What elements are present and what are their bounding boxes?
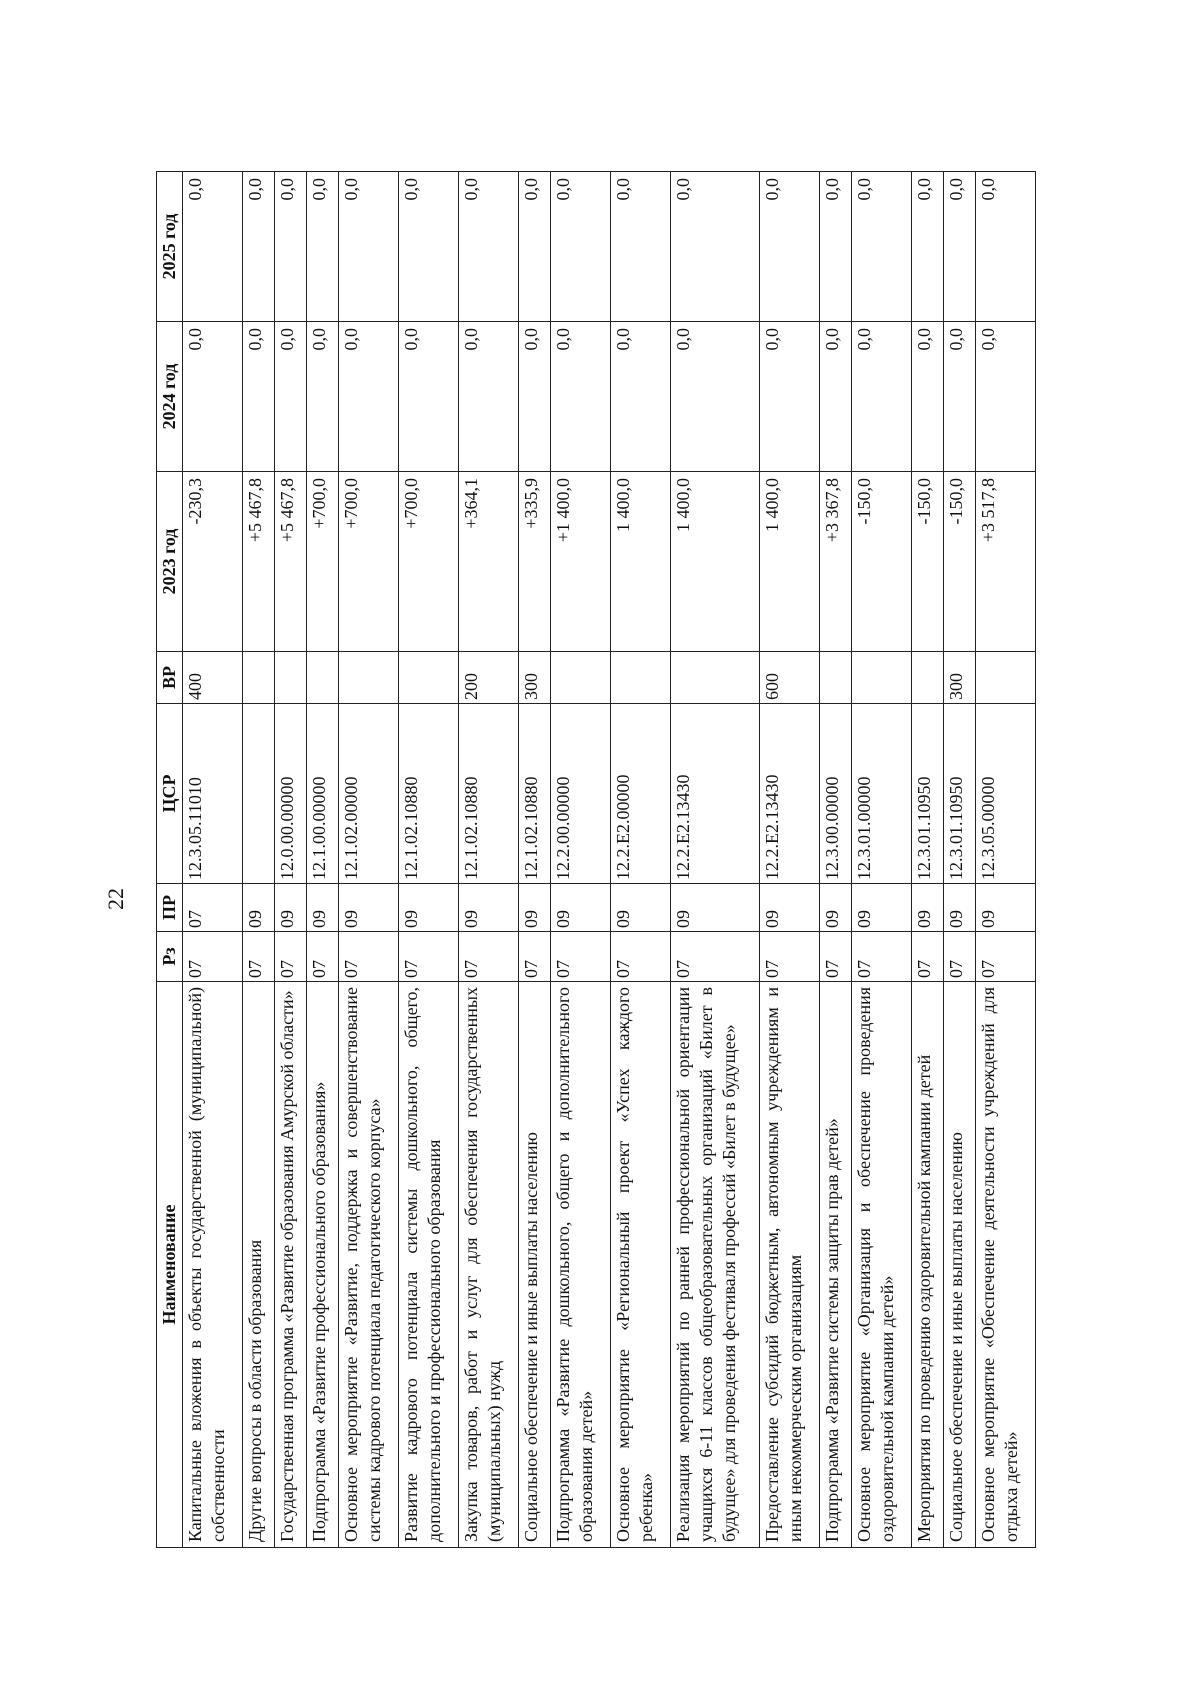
cell-name: Реализация мероприятий по ранней профессиональной ориентации учащихся 6-11 классов общеобразовательных организаций «Билет в будущее» для проведения фестиваля профессий «Билет в будущее» <box>671 982 759 1548</box>
cell-name: Основное мероприятие «Организация и обеспечение проведения оздоровительной кампании детей» <box>851 982 911 1548</box>
cell-y2025: 0,0 <box>306 172 338 322</box>
table-row <box>759 172 819 1548</box>
table-row <box>551 172 611 1548</box>
cell-y2025: 0,0 <box>459 172 519 322</box>
cell-y2025: 0,0 <box>759 172 819 322</box>
cell-csr: 12.2.E2.00000 <box>611 704 671 884</box>
cell-pr: 09 <box>671 884 759 932</box>
cell-name: Капитальные вложения в объекты государственной (муниципальной) собственности <box>183 982 243 1548</box>
cell-name: Подпрограмма «Развитие дошкольного, общего и дополнительного образования детей» <box>551 982 611 1548</box>
cell-vr <box>551 652 611 704</box>
cell-pr: 09 <box>551 884 611 932</box>
cell-y2023: +700,0 <box>306 472 338 652</box>
cell-name: Основное мероприятие «Обеспечение деятельности учреждений для отдыха детей» <box>975 982 1035 1548</box>
cell-pr: 09 <box>819 884 851 932</box>
table-body <box>183 172 1036 1548</box>
cell-y2025: 0,0 <box>975 172 1035 322</box>
cell-pr: 09 <box>459 884 519 932</box>
header-csr: ЦСР <box>157 704 183 884</box>
cell-y2023: +5 467,8 <box>275 472 307 652</box>
cell-csr: 12.2.00.00000 <box>551 704 611 884</box>
budget-table-container <box>156 172 1036 1548</box>
cell-vr <box>306 652 338 704</box>
cell-name: Закупка товаров, работ и услуг для обеспечения государственных (муниципальных) нужд <box>459 982 519 1548</box>
cell-y2023: +700,0 <box>398 472 458 652</box>
table-row <box>459 172 519 1548</box>
cell-rz: 07 <box>519 932 551 982</box>
cell-y2023: +700,0 <box>338 472 398 652</box>
cell-vr <box>911 652 943 704</box>
cell-y2024: 0,0 <box>338 322 398 472</box>
cell-y2024: 0,0 <box>759 322 819 472</box>
cell-y2024: 0,0 <box>306 322 338 472</box>
cell-csr: 12.2.E2.13430 <box>759 704 819 884</box>
cell-vr <box>338 652 398 704</box>
cell-y2025: 0,0 <box>551 172 611 322</box>
cell-y2024: 0,0 <box>398 322 458 472</box>
cell-pr: 09 <box>243 884 275 932</box>
cell-pr: 09 <box>943 884 975 932</box>
cell-csr: 12.3.05.11010 <box>183 704 243 884</box>
cell-name: Мероприятия по проведению оздоровительной кампании детей <box>911 982 943 1548</box>
cell-y2023: -150,0 <box>943 472 975 652</box>
cell-rz: 07 <box>851 932 911 982</box>
table-row <box>943 172 975 1548</box>
cell-name: Социальное обеспечение и иные выплаты населению <box>519 982 551 1548</box>
cell-pr: 09 <box>759 884 819 932</box>
cell-y2025: 0,0 <box>398 172 458 322</box>
cell-csr: 12.1.02.10880 <box>519 704 551 884</box>
cell-y2024: 0,0 <box>243 322 275 472</box>
cell-csr: 12.3.05.00000 <box>975 704 1035 884</box>
header-name: Наименование <box>157 982 183 1548</box>
cell-pr: 09 <box>611 884 671 932</box>
cell-y2024: 0,0 <box>611 322 671 472</box>
cell-y2025: 0,0 <box>243 172 275 322</box>
cell-y2024: 0,0 <box>819 322 851 472</box>
cell-csr: 12.3.01.10950 <box>943 704 975 884</box>
cell-vr <box>975 652 1035 704</box>
cell-y2023: +5 467,8 <box>243 472 275 652</box>
cell-y2024: 0,0 <box>183 322 243 472</box>
cell-rz: 07 <box>459 932 519 982</box>
cell-vr <box>851 652 911 704</box>
cell-y2025: 0,0 <box>519 172 551 322</box>
cell-csr: 12.0.00.00000 <box>275 704 307 884</box>
cell-csr: 12.3.01.00000 <box>851 704 911 884</box>
cell-y2024: 0,0 <box>671 322 759 472</box>
cell-name: Государственная программа «Развитие образования Амурской области» <box>275 982 307 1548</box>
cell-y2024: 0,0 <box>551 322 611 472</box>
cell-vr <box>819 652 851 704</box>
header-rz: Рз <box>157 932 183 982</box>
cell-y2023: -150,0 <box>851 472 911 652</box>
cell-rz: 07 <box>275 932 307 982</box>
table-row <box>671 172 759 1548</box>
cell-name: Развитие кадрового потенциала системы дошкольного, общего, дополнительного и профессионального образования <box>398 982 458 1548</box>
cell-name: Основное мероприятие «Развитие, поддержка и совершенствование системы кадрового потенциала педагогического корпуса» <box>338 982 398 1548</box>
cell-y2023: +335,9 <box>519 472 551 652</box>
cell-name: Предоставление субсидий бюджетным, автономным учреждениям и иным некоммерческим организациям <box>759 982 819 1548</box>
cell-csr: 12.1.02.00000 <box>338 704 398 884</box>
cell-rz: 07 <box>551 932 611 982</box>
page-number: 22 <box>103 888 128 910</box>
table-row <box>243 172 275 1548</box>
table-row <box>338 172 398 1548</box>
header-2024: 2024 год <box>157 322 183 472</box>
cell-y2023: +3 367,8 <box>819 472 851 652</box>
cell-y2025: 0,0 <box>183 172 243 322</box>
cell-vr <box>671 652 759 704</box>
cell-y2025: 0,0 <box>911 172 943 322</box>
cell-pr: 07 <box>183 884 243 932</box>
cell-y2023: -230,3 <box>183 472 243 652</box>
header-row <box>157 172 183 1548</box>
cell-csr: 12.3.01.10950 <box>911 704 943 884</box>
cell-csr: 12.3.00.00000 <box>819 704 851 884</box>
budget-table <box>156 171 1036 1548</box>
cell-y2024: 0,0 <box>459 322 519 472</box>
cell-pr: 09 <box>398 884 458 932</box>
cell-y2025: 0,0 <box>943 172 975 322</box>
cell-csr: 12.1.02.10880 <box>398 704 458 884</box>
cell-y2025: 0,0 <box>819 172 851 322</box>
table-row <box>275 172 307 1548</box>
cell-pr: 09 <box>306 884 338 932</box>
cell-y2025: 0,0 <box>338 172 398 322</box>
cell-y2024: 0,0 <box>275 322 307 472</box>
cell-y2024: 0,0 <box>851 322 911 472</box>
table-row <box>819 172 851 1548</box>
cell-y2024: 0,0 <box>943 322 975 472</box>
cell-y2025: 0,0 <box>275 172 307 322</box>
cell-vr: 300 <box>943 652 975 704</box>
table-row <box>611 172 671 1548</box>
cell-rz: 07 <box>671 932 759 982</box>
cell-vr: 400 <box>183 652 243 704</box>
header-2025: 2025 год <box>157 172 183 322</box>
cell-pr: 09 <box>975 884 1035 932</box>
cell-csr <box>243 704 275 884</box>
cell-vr: 600 <box>759 652 819 704</box>
cell-rz: 07 <box>398 932 458 982</box>
cell-vr <box>275 652 307 704</box>
header-vr: ВР <box>157 652 183 704</box>
cell-y2023: 1 400,0 <box>671 472 759 652</box>
cell-rz: 07 <box>338 932 398 982</box>
cell-y2025: 0,0 <box>671 172 759 322</box>
cell-y2025: 0,0 <box>851 172 911 322</box>
table-row <box>975 172 1035 1548</box>
cell-y2024: 0,0 <box>911 322 943 472</box>
cell-rz: 07 <box>183 932 243 982</box>
cell-name: Подпрограмма «Развитие системы защиты прав детей» <box>819 982 851 1548</box>
cell-csr: 12.1.00.00000 <box>306 704 338 884</box>
cell-rz: 07 <box>306 932 338 982</box>
header-pr: ПР <box>157 884 183 932</box>
cell-pr: 09 <box>851 884 911 932</box>
cell-csr: 12.2.E2.13430 <box>671 704 759 884</box>
cell-y2023: +364,1 <box>459 472 519 652</box>
cell-vr <box>243 652 275 704</box>
cell-name: Другие вопросы в области образования <box>243 982 275 1548</box>
cell-csr: 12.1.02.10880 <box>459 704 519 884</box>
cell-name: Подпрограмма «Развитие профессионального образования» <box>306 982 338 1548</box>
cell-y2023: +3 517,8 <box>975 472 1035 652</box>
cell-pr: 09 <box>911 884 943 932</box>
cell-y2025: 0,0 <box>611 172 671 322</box>
cell-rz: 07 <box>819 932 851 982</box>
table-row <box>398 172 458 1548</box>
cell-y2024: 0,0 <box>975 322 1035 472</box>
cell-y2023: 1 400,0 <box>611 472 671 652</box>
cell-rz: 07 <box>243 932 275 982</box>
table-row <box>911 172 943 1548</box>
cell-y2023: -150,0 <box>911 472 943 652</box>
cell-name: Основное мероприятие «Региональный проект «Успех каждого ребенка» <box>611 982 671 1548</box>
cell-y2023: +1 400,0 <box>551 472 611 652</box>
table-row <box>183 172 243 1548</box>
cell-rz: 07 <box>611 932 671 982</box>
cell-vr <box>611 652 671 704</box>
table-row <box>851 172 911 1548</box>
cell-rz: 07 <box>911 932 943 982</box>
cell-name: Социальное обеспечение и иные выплаты населению <box>943 982 975 1548</box>
cell-rz: 07 <box>943 932 975 982</box>
table-row <box>306 172 338 1548</box>
cell-vr <box>398 652 458 704</box>
cell-pr: 09 <box>519 884 551 932</box>
cell-y2023: 1 400,0 <box>759 472 819 652</box>
cell-y2024: 0,0 <box>519 322 551 472</box>
header-2023: 2023 год <box>157 472 183 652</box>
cell-vr: 200 <box>459 652 519 704</box>
table-row <box>519 172 551 1548</box>
cell-rz: 07 <box>975 932 1035 982</box>
cell-rz: 07 <box>759 932 819 982</box>
cell-pr: 09 <box>275 884 307 932</box>
cell-pr: 09 <box>338 884 398 932</box>
cell-vr: 300 <box>519 652 551 704</box>
